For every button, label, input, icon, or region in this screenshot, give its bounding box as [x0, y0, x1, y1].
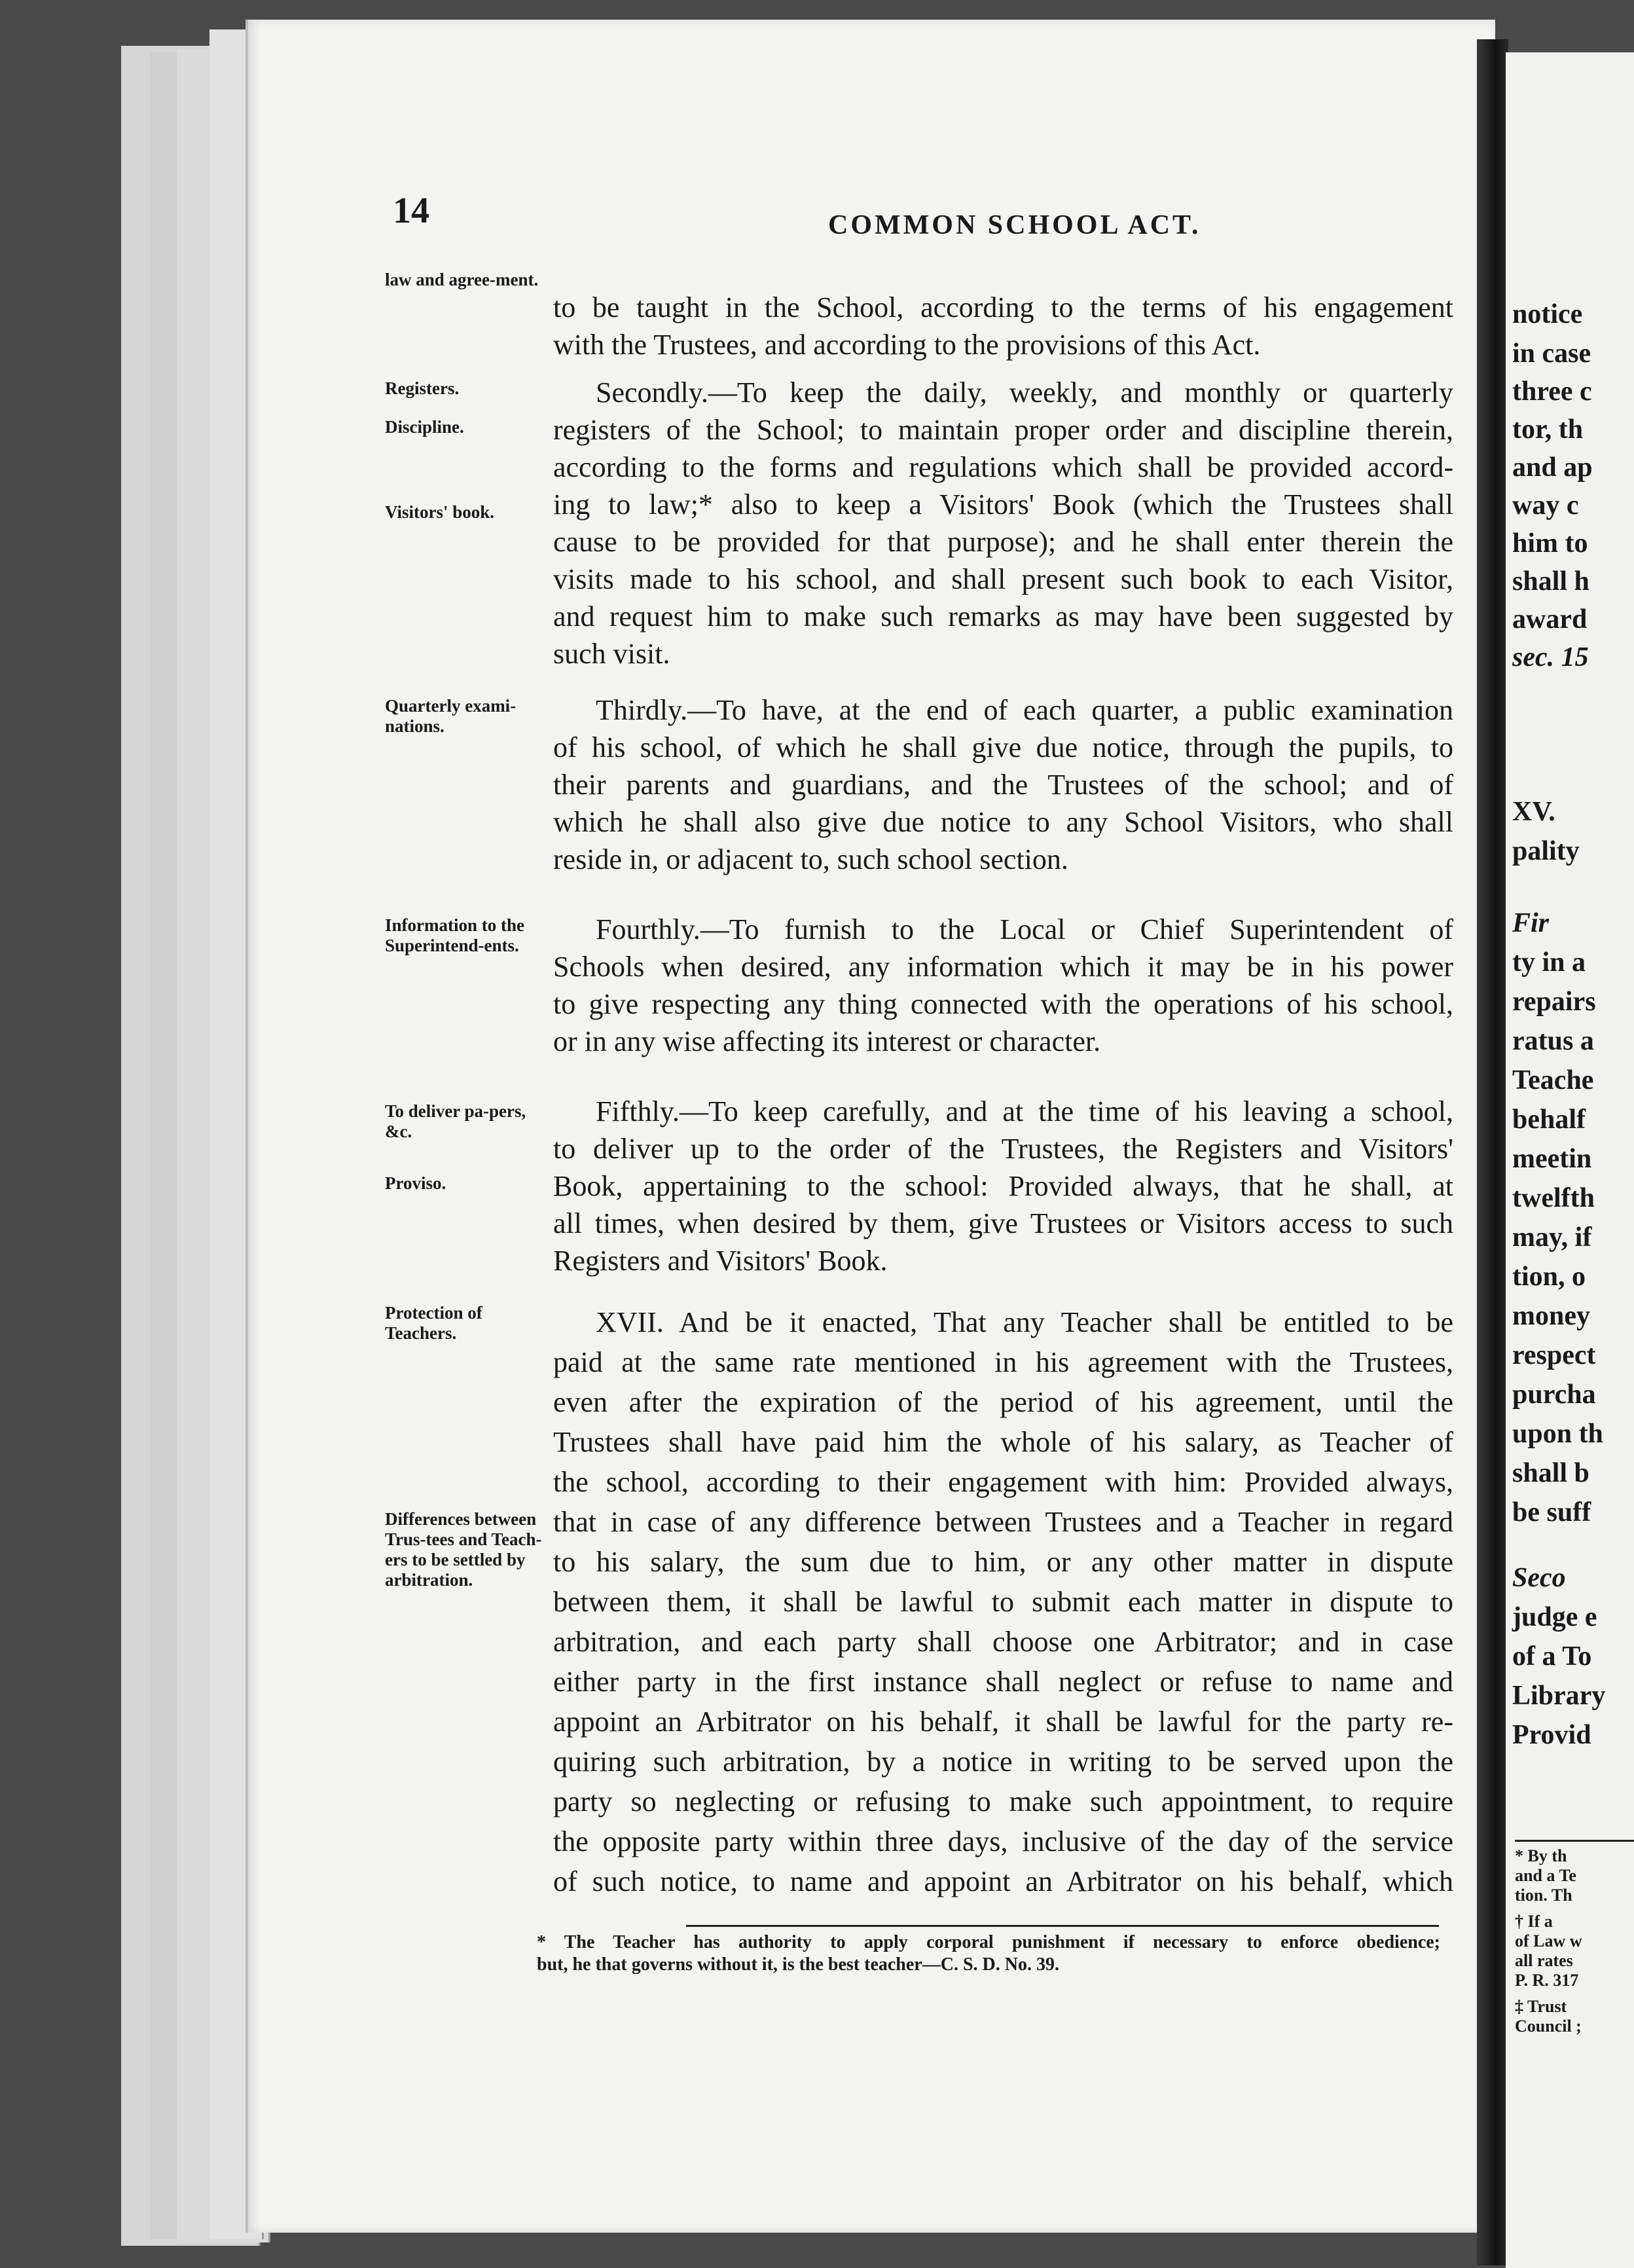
facing-line: Provid [1512, 1720, 1591, 1750]
footnote-rule [1515, 1840, 1634, 1842]
facing-line: him to [1512, 528, 1588, 558]
text-line: or in any wise affecting its interest or character. [553, 1025, 1101, 1057]
text-line: the opposite party within three days, inclusive of the day of the service [553, 1825, 1453, 1857]
facing-line: tion, o [1512, 1262, 1586, 1292]
facing-line: ratus a [1512, 1026, 1594, 1056]
book-gutter [1477, 39, 1508, 2265]
text-line: appoint an Arbitrator on his behalf, it shall be lawful for the party re- [553, 1706, 1453, 1738]
footnote-line: but, he that governs without it, is the best teacher—C. S. D. No. 39. [537, 1954, 1059, 1975]
margin-note: law and agree-ment. [385, 270, 539, 289]
text-line: according to the forms and regulations which shall be provided accord- [553, 451, 1453, 483]
text-line: to his salary, the sum due to him, or any other matter in dispute [553, 1546, 1453, 1578]
facing-line: may, if [1512, 1222, 1592, 1253]
text-line: Fifthly.—To keep carefully, and at the time of his leaving a school, [596, 1095, 1453, 1127]
text-line: Fourthly.—To furnish to the Local or Chief Superintendent of [596, 913, 1453, 945]
facing-footnote: of Law w [1515, 1931, 1582, 1950]
facing-line: respect [1512, 1340, 1596, 1370]
facing-line: repairs [1512, 987, 1596, 1017]
text-line: to deliver up to the order of the Trustees, the Registers and Visitors' [553, 1133, 1453, 1165]
facing-line: ty in a [1512, 947, 1586, 978]
text-line: quiring such arbitration, by a notice in writing to be served upon the [553, 1746, 1453, 1778]
running-head: COMMON SCHOOL ACT. [828, 210, 1201, 240]
facing-line: Teache [1512, 1065, 1594, 1095]
facing-line: behalf [1512, 1105, 1586, 1135]
facing-line: be suff [1512, 1497, 1591, 1527]
text-line: of his school, of which he shall give due notice, through the pupils, to [553, 731, 1453, 763]
footnote-line: * The Teacher has authority to apply corporal punishment if necessary to enforce obedience; [537, 1932, 1440, 1952]
text-line: Schools when desired, any information which it may be in his power [553, 951, 1453, 983]
text-line: Book, appertaining to the school: Provided always, that he shall, at [553, 1170, 1453, 1202]
text-line: that in case of any difference between Trustees and a Teacher in regard [553, 1506, 1453, 1538]
facing-line: and ap [1512, 452, 1593, 483]
facing-line: notice [1512, 299, 1583, 329]
facing-line: Library [1512, 1681, 1606, 1711]
text-line: to give respecting any thing connected with the operations of his school, [553, 988, 1453, 1020]
facing-line: of a To [1512, 1641, 1592, 1672]
text-line: Thirdly.—To have, at the end of each quarter, a public examination [596, 694, 1453, 726]
page-number: 14 [393, 191, 429, 231]
facing-line: twelfth [1512, 1183, 1595, 1213]
text-line: reside in, or adjacent to, such school section. [553, 843, 1068, 875]
facing-line: upon th [1512, 1419, 1603, 1449]
facing-page [1506, 52, 1634, 2268]
facing-line: award [1512, 604, 1588, 634]
text-line: XVII. And be it enacted, That any Teacher shall be entitled to be [596, 1306, 1453, 1338]
margin-note: Differences between Trus-tees and Teach-ers to be settled by arbitration. [385, 1509, 542, 1590]
facing-footnote: tion. Th [1515, 1886, 1572, 1905]
text-line: arbitration, and each party shall choose one Arbitrator; and in case [553, 1626, 1453, 1658]
facing-footnote: and a Te [1515, 1866, 1576, 1885]
text-line: which he shall also give due notice to any School Visitors, who shall [553, 806, 1453, 838]
margin-note: Information to the Superintend-ents. [385, 915, 524, 955]
margin-note: Discipline. [385, 417, 464, 437]
text-line: of such notice, to name and appoint an Arbitrator on his behalf, which [553, 1865, 1453, 1897]
facing-line: pality [1512, 836, 1580, 866]
facing-line: Fir [1512, 908, 1550, 938]
facing-line: meetin [1512, 1144, 1592, 1174]
margin-note: To deliver pa-pers, &c. [385, 1101, 526, 1141]
text-line: ing to law;* also to keep a Visitors' Book (which the Trustees shall [553, 488, 1453, 521]
margin-note: Proviso. [385, 1173, 446, 1193]
facing-line: shall h [1512, 566, 1589, 596]
text-line: visits made to his school, and shall present such book to each Visitor, [553, 563, 1453, 595]
margin-note: Protection of Teachers. [385, 1303, 482, 1343]
text-line: to be taught in the School, according to the terms of his engagement [553, 291, 1453, 323]
text-line: even after the expiration of the period of his agreement, until the [553, 1386, 1453, 1418]
text-line: either party in the first instance shall neglect or refuse to name and [553, 1666, 1453, 1698]
text-line: Registers and Visitors' Book. [553, 1245, 888, 1277]
facing-line: purcha [1512, 1380, 1596, 1410]
text-line: their parents and guardians, and the Trustees of the school; and of [553, 769, 1453, 801]
margin-note: Registers. [385, 378, 460, 398]
facing-footnote: P. R. 317 [1515, 1971, 1579, 1990]
facing-line: money [1512, 1301, 1590, 1331]
facing-footnote: ‡ Trust [1515, 1997, 1567, 2016]
text-line: registers of the School; to maintain proper order and discipline therein, [553, 414, 1453, 446]
facing-line: judge e [1512, 1602, 1597, 1632]
facing-line: in case [1512, 338, 1591, 369]
facing-line: three c [1512, 376, 1592, 407]
facing-line: tor, th [1512, 414, 1584, 445]
text-line: the school, according to their engagement with him: Provided always, [553, 1466, 1453, 1498]
text-line: cause to be provided for that purpose); and he shall enter therein the [553, 526, 1453, 558]
facing-line: sec. 15 [1512, 642, 1589, 672]
facing-footnote: † If a [1515, 1912, 1553, 1931]
margin-note: Visitors' book. [385, 502, 495, 522]
text-line: between them, it shall be lawful to submit each matter in dispute to [553, 1586, 1453, 1618]
text-line: Secondly.—To keep the daily, weekly, and monthly or quarterly [596, 376, 1453, 409]
text-line: and request him to make such remarks as may have been suggested by [553, 600, 1453, 632]
facing-line: XV. [1512, 797, 1555, 827]
facing-line: Seco [1512, 1563, 1566, 1593]
text-line: paid at the same rate mentioned in his agreement with the Trustees, [553, 1346, 1453, 1378]
facing-line: way c [1512, 490, 1579, 521]
facing-line: shall b [1512, 1458, 1589, 1488]
facing-footnote: * By th [1515, 1846, 1567, 1865]
footnote-rule [686, 1925, 1439, 1927]
facing-footnote: all rates [1515, 1951, 1573, 1970]
text-line: party so neglecting or refusing to make such appointment, to require [553, 1785, 1453, 1818]
text-line: all times, when desired by them, give Trustees or Visitors access to such [553, 1207, 1453, 1239]
text-line: such visit. [553, 638, 670, 670]
margin-note: Quarterly exami-nations. [385, 696, 517, 736]
text-line: with the Trustees, and according to the provisions of this Act. [553, 329, 1261, 361]
text-line: Trustees shall have paid him the whole of his salary, as Teacher of [553, 1426, 1453, 1458]
facing-footnote: Council ; [1515, 2017, 1582, 2036]
